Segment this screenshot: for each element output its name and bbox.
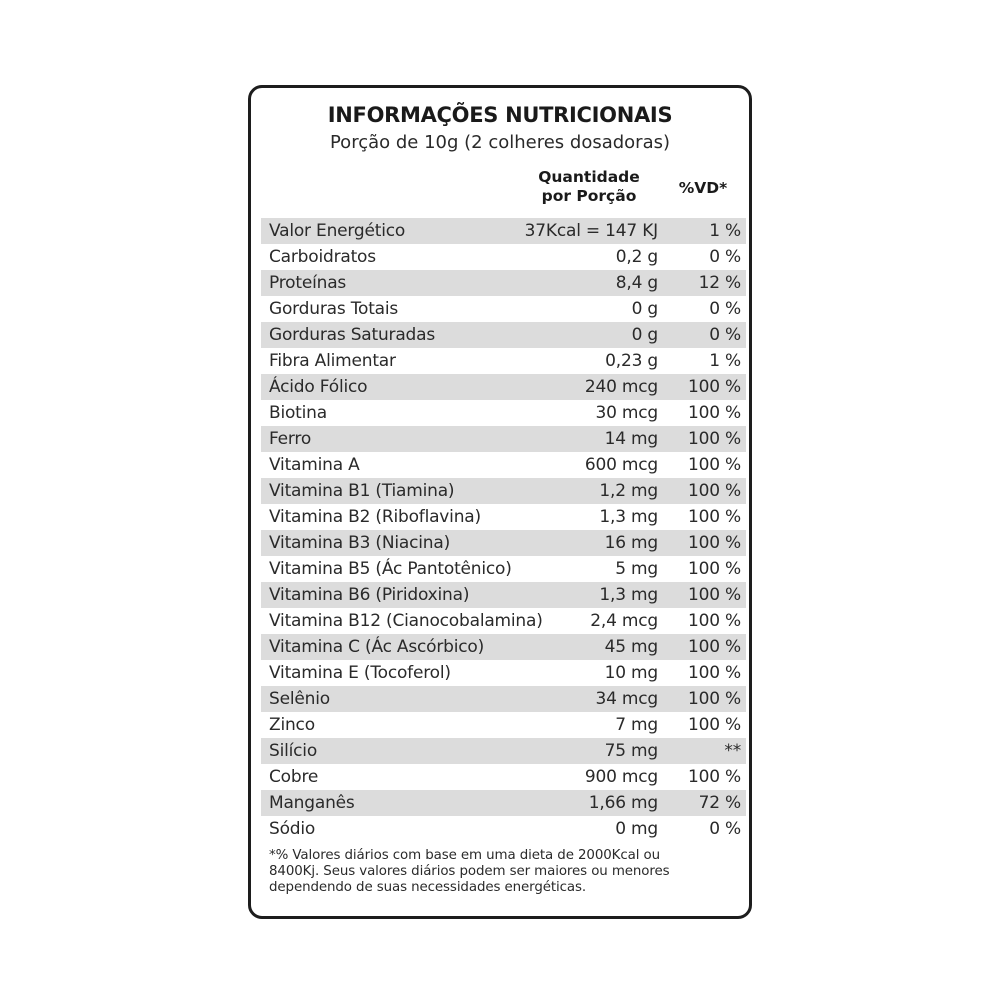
nutrient-daily-value: 1 % xyxy=(709,351,741,371)
nutrient-quantity: 0 mg xyxy=(615,819,658,839)
nutrient-quantity: 14 mg xyxy=(604,429,658,449)
nutrient-quantity: 7 mg xyxy=(615,715,658,735)
nutrient-quantity: 10 mg xyxy=(604,663,658,683)
nutrient-quantity: 30 mcg xyxy=(595,403,658,423)
nutrient-quantity: 1,66 mg xyxy=(588,793,658,813)
nutrient-quantity: 0,2 g xyxy=(615,247,658,267)
nutrient-name: Ácido Fólico xyxy=(269,377,368,397)
nutrient-name: Gorduras Totais xyxy=(269,299,399,319)
footnote-line: dependendo de suas necessidades energéticas. xyxy=(269,880,587,895)
nutrient-daily-value: 1 % xyxy=(709,221,741,241)
nutrient-quantity: 1,2 mg xyxy=(599,481,658,501)
nutrient-daily-value: 0 % xyxy=(709,299,741,319)
nutrient-daily-value: 100 % xyxy=(687,689,741,709)
nutrient-quantity: 75 mg xyxy=(604,741,658,761)
nutrient-quantity: 37Kcal = 147 KJ xyxy=(524,221,658,241)
table-row xyxy=(261,790,746,816)
nutrient-name: Valor Energético xyxy=(269,221,406,241)
quantity-header-line1: Quantidade xyxy=(538,168,640,186)
table-row xyxy=(261,764,746,790)
nutrient-daily-value: 100 % xyxy=(687,637,741,657)
nutrient-daily-value: 100 % xyxy=(687,403,741,423)
table-row xyxy=(261,218,746,244)
nutrient-quantity: 600 mcg xyxy=(584,455,658,475)
table-row xyxy=(261,738,746,764)
nutrient-daily-value: 100 % xyxy=(687,507,741,527)
nutrient-quantity: 5 mg xyxy=(615,559,658,579)
nutrient-daily-value: 0 % xyxy=(709,819,741,839)
nutrient-name: Vitamina B3 (Niacina) xyxy=(269,533,451,553)
nutrient-name: Manganês xyxy=(269,793,355,813)
nutrient-name: Carboidratos xyxy=(269,247,376,267)
table-row xyxy=(261,634,746,660)
daily-value-footnote xyxy=(269,848,739,896)
nutrient-name: Vitamina B2 (Riboflavina) xyxy=(269,507,481,527)
nutrient-name: Vitamina B5 (Ác Pantotênico) xyxy=(269,559,512,579)
nutrient-table xyxy=(261,218,746,842)
nutrient-name: Zinco xyxy=(269,715,315,735)
nutrient-name: Sódio xyxy=(269,819,316,839)
nutrient-daily-value: 100 % xyxy=(687,533,741,553)
serving-size: Porção de 10g (2 colheres dosadoras) xyxy=(329,132,671,153)
nutrient-quantity: 0 g xyxy=(631,299,658,319)
table-row xyxy=(261,426,746,452)
nutrient-quantity: 0,23 g xyxy=(605,351,658,371)
nutrient-daily-value: 72 % xyxy=(698,793,741,813)
nutrient-daily-value: 100 % xyxy=(687,585,741,605)
nutrient-daily-value: 0 % xyxy=(709,325,741,345)
nutrient-quantity: 34 mcg xyxy=(595,689,658,709)
nutrient-name: Fibra Alimentar xyxy=(269,351,396,371)
table-row xyxy=(261,608,746,634)
nutrient-name: Vitamina A xyxy=(269,455,360,475)
table-row xyxy=(261,582,746,608)
table-row xyxy=(261,452,746,478)
nutrient-name: Selênio xyxy=(269,689,330,709)
nutrient-daily-value: 100 % xyxy=(687,611,741,631)
nutrient-quantity: 16 mg xyxy=(604,533,658,553)
nutrient-daily-value: 100 % xyxy=(687,481,741,501)
nutrient-quantity: 900 mcg xyxy=(584,767,658,787)
nutrient-name: Silício xyxy=(269,741,318,761)
nutrient-quantity: 240 mcg xyxy=(584,377,658,397)
table-row xyxy=(261,348,746,374)
table-row xyxy=(261,296,746,322)
nutrient-name: Vitamina B1 (Tiamina) xyxy=(269,481,455,501)
nutrient-name: Vitamina B12 (Cianocobalamina) xyxy=(269,611,543,631)
table-row xyxy=(261,686,746,712)
nutrient-daily-value: 100 % xyxy=(687,767,741,787)
nutrient-name: Vitamina E (Tocoferol) xyxy=(269,663,451,683)
nutrient-daily-value: 0 % xyxy=(709,247,741,267)
table-row xyxy=(261,270,746,296)
nutrient-quantity: 0 g xyxy=(631,325,658,345)
nutrient-name: Cobre xyxy=(269,767,319,787)
footnote-line: 8400Kj. Seus valores diários podem ser maiores ou menores xyxy=(269,864,670,879)
daily-value-column-header: %VD* xyxy=(678,179,728,197)
nutrient-daily-value: 100 % xyxy=(687,663,741,683)
quantity-column-header xyxy=(519,168,659,206)
quantity-header-line2: por Porção xyxy=(541,187,637,205)
nutrient-name: Gorduras Saturadas xyxy=(269,325,436,345)
nutrient-name: Ferro xyxy=(269,429,312,449)
nutrient-quantity: 2,4 mcg xyxy=(590,611,658,631)
nutrient-name: Proteínas xyxy=(269,273,347,293)
footnote-line: *% Valores diários com base em uma dieta de 2000Kcal ou xyxy=(269,848,660,863)
table-row xyxy=(261,816,746,842)
nutrient-name: Vitamina C (Ác Ascórbico) xyxy=(269,637,485,657)
table-row xyxy=(261,244,746,270)
table-row xyxy=(261,322,746,348)
nutrient-quantity: 1,3 mg xyxy=(599,507,658,527)
nutrient-name: Vitamina B6 (Piridoxina) xyxy=(269,585,470,605)
nutrient-daily-value: 100 % xyxy=(687,715,741,735)
nutrient-daily-value: 100 % xyxy=(687,429,741,449)
table-row xyxy=(261,374,746,400)
nutrient-name: Biotina xyxy=(269,403,327,423)
table-row xyxy=(261,712,746,738)
table-row xyxy=(261,504,746,530)
nutrient-quantity: 1,3 mg xyxy=(599,585,658,605)
table-row xyxy=(261,530,746,556)
table-row xyxy=(261,556,746,582)
nutrient-daily-value: 100 % xyxy=(687,455,741,475)
nutrient-quantity: 8,4 g xyxy=(615,273,658,293)
table-row xyxy=(261,660,746,686)
nutrient-daily-value: 100 % xyxy=(687,377,741,397)
table-row xyxy=(261,478,746,504)
nutrient-daily-value: 100 % xyxy=(687,559,741,579)
table-row xyxy=(261,400,746,426)
panel-title: INFORMAÇÕES NUTRICIONAIS xyxy=(327,103,673,127)
nutrient-daily-value: ** xyxy=(724,741,741,761)
nutrient-daily-value: 12 % xyxy=(698,273,741,293)
nutrient-quantity: 45 mg xyxy=(604,637,658,657)
nutrition-facts-panel xyxy=(248,85,752,919)
